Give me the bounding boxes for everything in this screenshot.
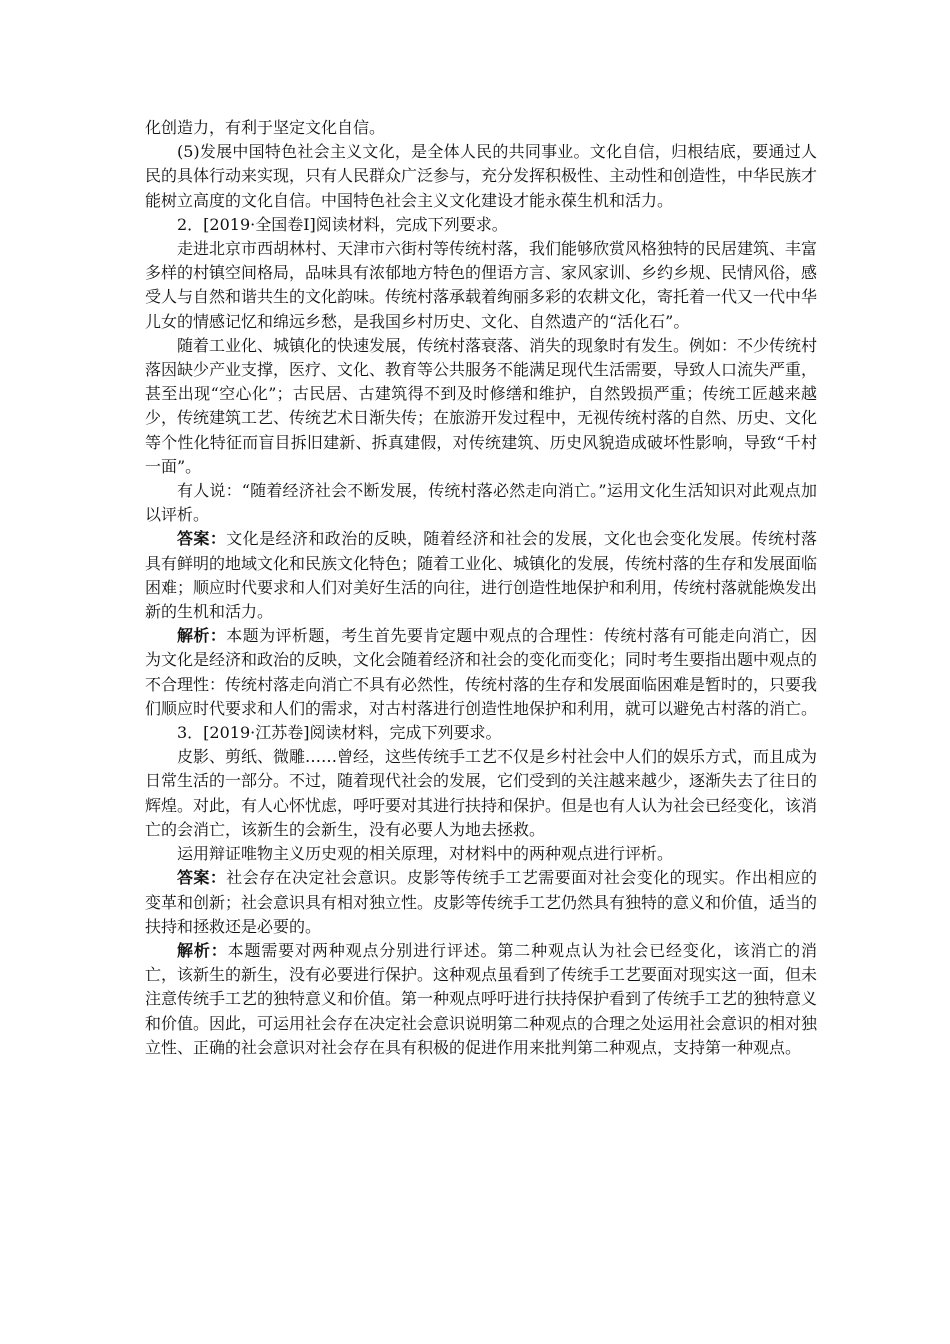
question-3-answer (145, 866, 817, 939)
question-2-analysis (145, 624, 817, 721)
answer-label: 答案： (177, 529, 227, 549)
analysis-label: 解析： (177, 940, 228, 960)
analysis-text: 本题需要对两种观点分别进行评述。第二种观点认为社会已经变化，该消亡的消亡，该新生的新生，没有必要进行保护。这种观点虽看到了传统手工艺要面对现实这一面，但未注意传统手工艺的独特意义和价值。第一种观点呼吁进行扶持保护看到了传统手工艺的独特意义和价值。因此，可运用社会存在决定社会意识说明第二种观点的合理之处运用社会意识的相对独立性、正确的社会意识对社会存在具有积极的促进作用来批判第二种观点，支持第一种观点。 (145, 940, 818, 1057)
question-3-heading: 3．[2019·江苏卷]阅读材料，完成下列要求。 (177, 723, 502, 743)
question-2-prompt: 有人说：“随着经济社会不断发展，传统村落必然走向消亡。”运用文化生活知识对此观点加以评析。 (145, 481, 817, 525)
answer-text: 文化是经济和政治的反映，随着经济和社会的发展，文化也会变化发展。传统村落具有鲜明的地域文化和民族文化特色；随着工业化、城镇化的发展，传统村落的生存和发展面临困难；顺应时代要求和人们对美好生活的向往，进行创造性地保护和利用，传统村落就能焕发出新的生机和活力。 (145, 529, 818, 622)
question-3-material: 皮影、剪纸、微雕……曾经，这些传统手工艺不仅是乡村社会中人们的娱乐方式，而且成为日常生活的一部分。不过，随着现代社会的发展，它们受到的关注越来越少，逐渐失去了往日的辉煌。对此，有人心怀忧虑，呼吁要对其进行扶持和保护。但是也有人认为社会已经变化，该消亡的会消亡，该新生的会新生，没有必要人为地去拯救。 (145, 747, 818, 839)
paragraph-point-5: (5)发展中国特色社会主义文化，是全体人民的共同事业。文化自信，归根结底，要通过人民的具体行动来实现，只有人民群众广泛参与，充分发挥积极性、主动性和创造性，中华民族才能树立高度的文化自信。中国特色社会主义文化建设才能永葆生机和活力。 (145, 142, 818, 210)
question-2-heading: 2．[2019·全国卷Ⅰ]阅读材料，完成下列要求。 (177, 214, 508, 234)
document-body (145, 116, 817, 1060)
question-3-analysis (145, 939, 817, 1060)
analysis-text: 本题为评析题，考生首先要肯定题中观点的合理性：传统村落有可能走向消亡，因为文化是经济和政治的反映，文化会随着经济和社会的变化而变化；同时考生要指出题中观点的不合理性：传统村落走向消亡不具有必然性，传统村落的生存和发展面临困难是暂时的，只要我们顺应时代要求和人们的需求，对古村落进行创造性地保护和利用，就可以避免古村落的消亡。 (145, 626, 818, 718)
question-2-material-1: 走进北京市西胡林村、天津市六街村等传统村落，我们能够欣赏风格独特的民居建筑、丰富多样的村镇空间格局，品味具有浓郁地方特色的俚语方言、家风家训、乡约乡规、民情风俗，感受人与自然和谐共生的文化韵味。传统村落承载着绚丽多彩的农耕文化，寄托着一代又一代中华儿女的情感记忆和绵远乡愁，是我国乡村历史、文化、自然遗产的“活化石”。 (145, 239, 818, 331)
paragraph-continuation: 化创造力，有利于坚定文化自信。 (145, 118, 386, 137)
question-3-prompt: 运用辩证唯物主义历史观的相关原理，对材料中的两种观点进行评析。 (177, 844, 674, 864)
analysis-label: 解析： (177, 626, 227, 646)
question-2-answer (145, 527, 817, 624)
question-2-material-2: 随着工业化、城镇化的快速发展，传统村落衰落、消失的现象时有发生。例如：不少传统村落因缺少产业支撑，医疗、文化、教育等公共服务不能满足现代生活需要，导致人口流失严重，甚至出现“空心化”；古民居、古建筑得不到及时修缮和维护，自然毁损严重；传统工匠越来越少，传统建筑工艺、传统艺术日渐失传；在旅游开发过程中，无视传统村落的自然、历史、文化等个性化特征而盲目拆旧建新、拆真建假，对传统建筑、历史风貌造成破坏性影响，导致“千村一面”。 (145, 335, 818, 476)
answer-label: 答案： (177, 868, 227, 888)
answer-text: 社会存在决定社会意识。皮影等传统手工艺需要面对社会变化的现实。作出相应的变革和创新；社会意识具有相对独立性。皮影等传统手工艺仍然具有独特的意义和价值，适当的扶持和拯救还是必要的。 (145, 868, 818, 936)
